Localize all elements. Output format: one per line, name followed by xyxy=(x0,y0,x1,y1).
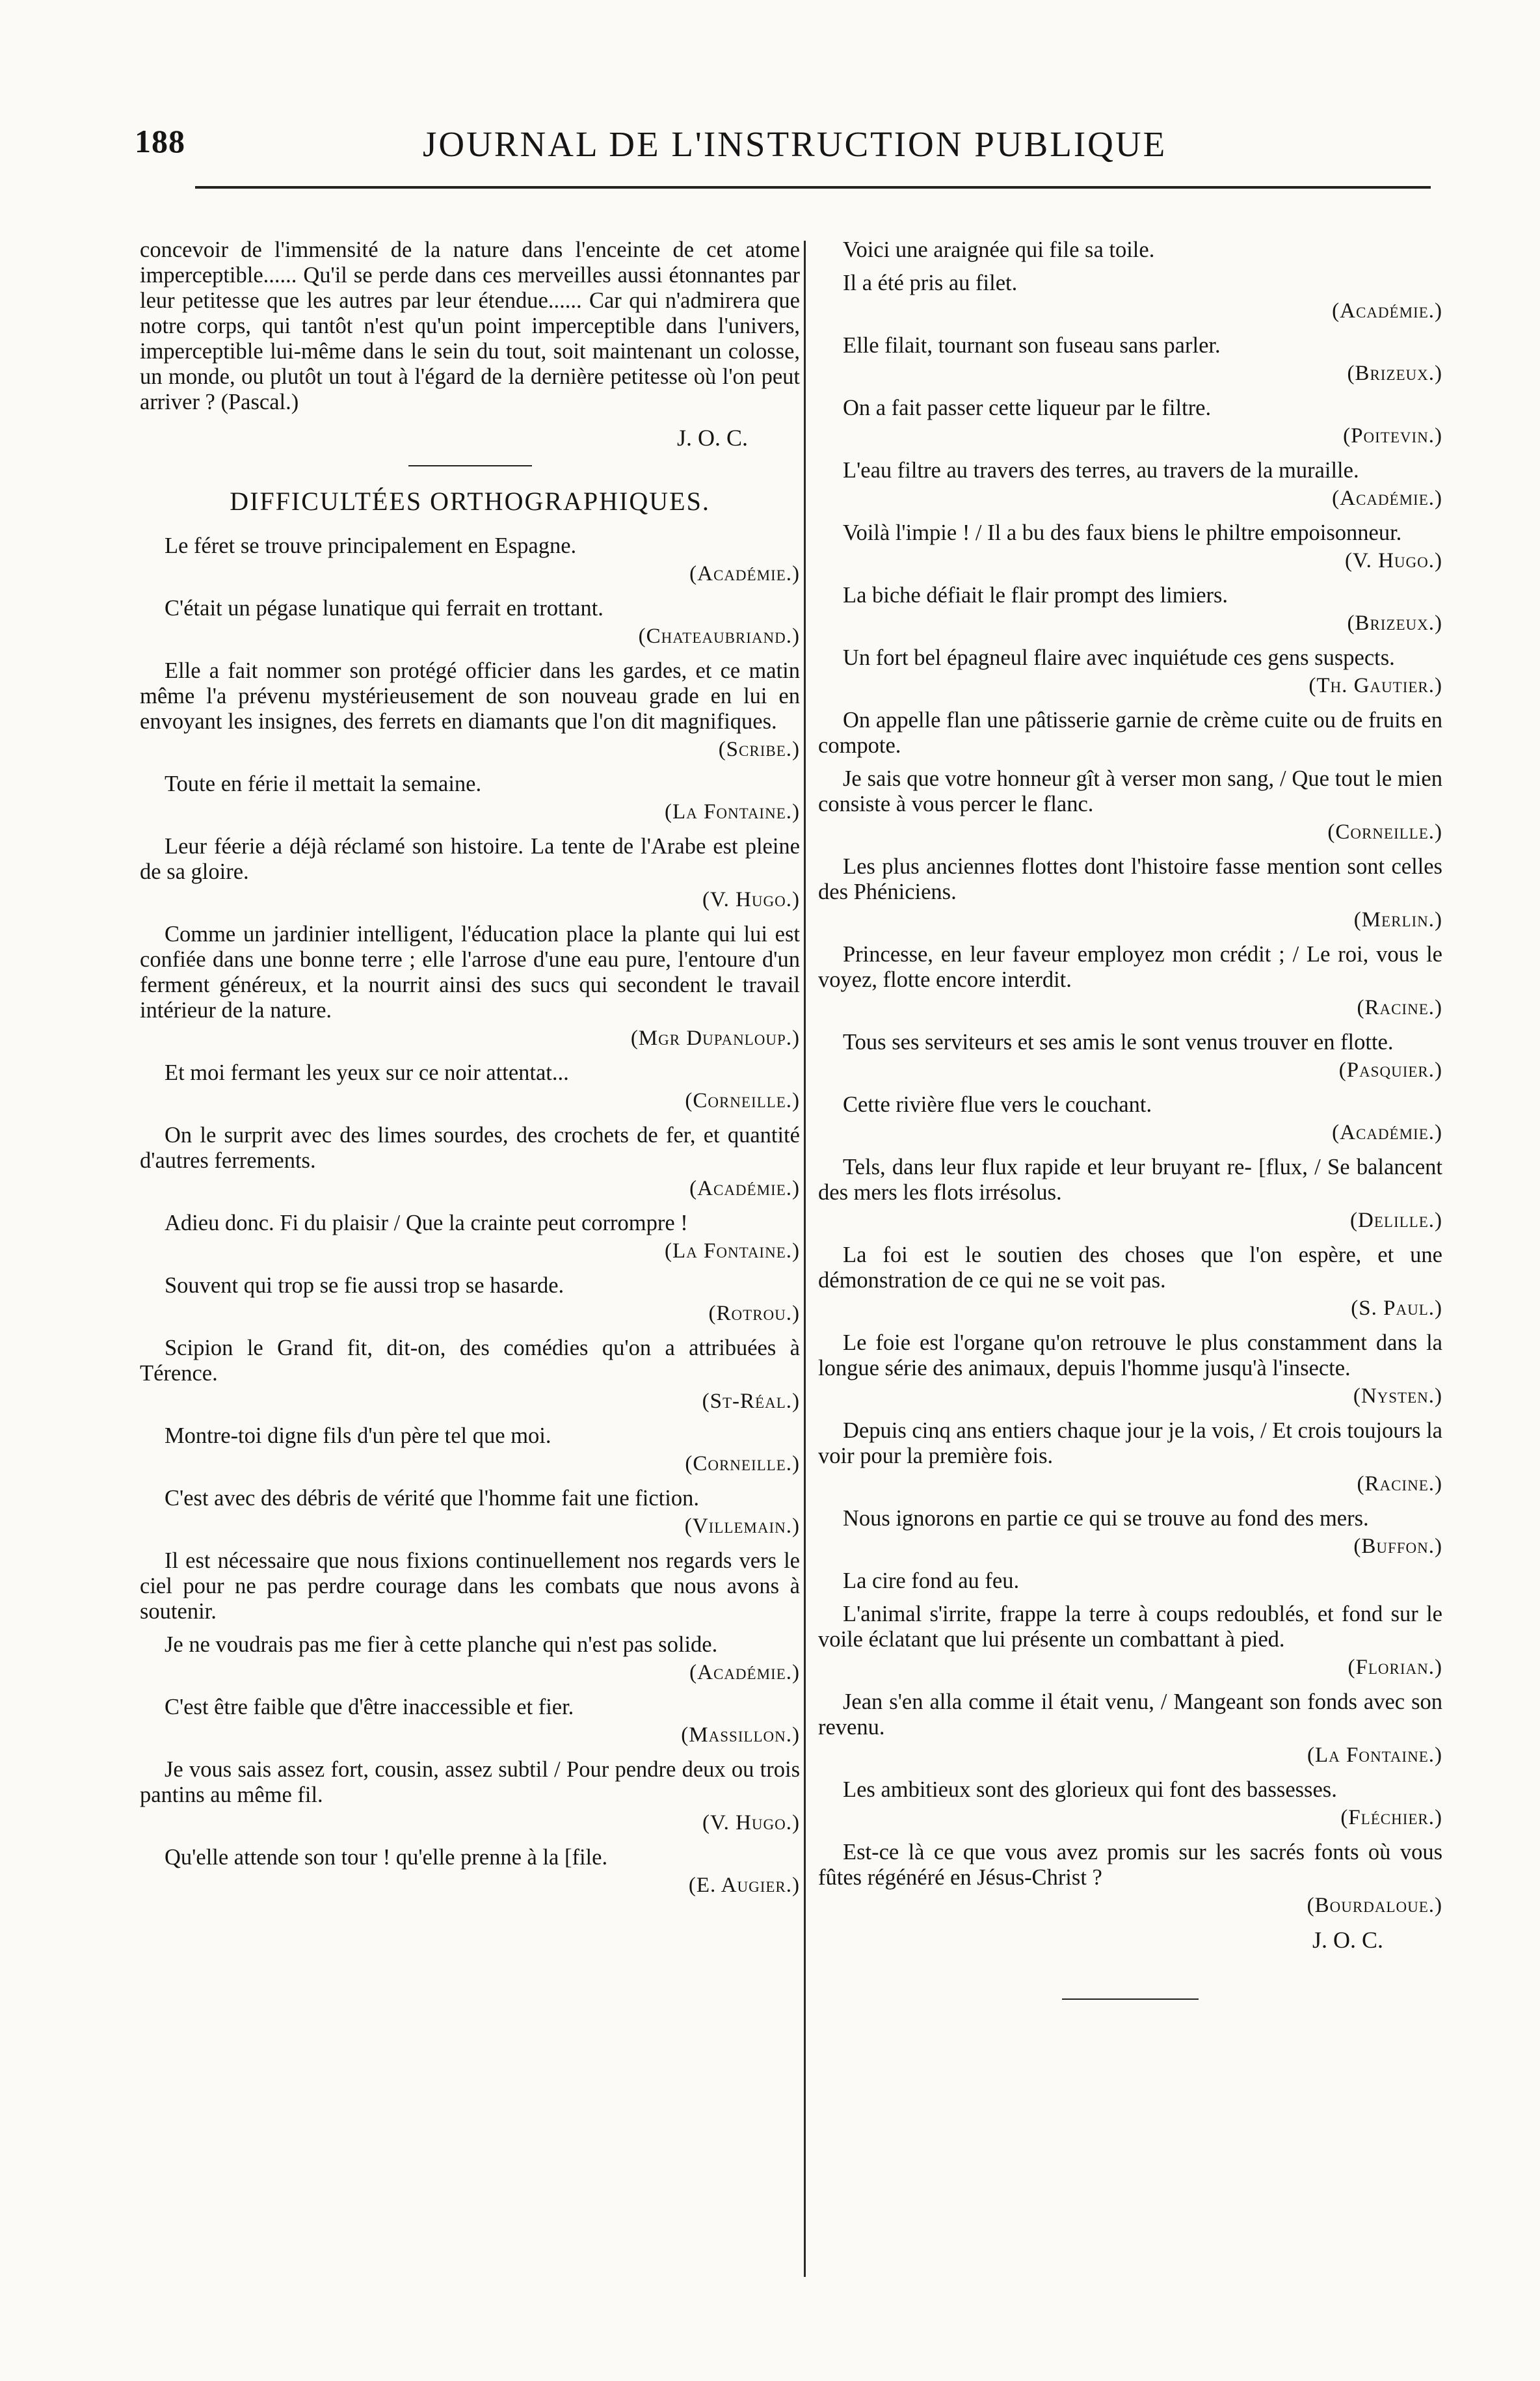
column-divider xyxy=(804,241,806,2277)
quote-source: (V. Hugo.) xyxy=(1345,549,1442,572)
quote-source: (Corneille.) xyxy=(1327,820,1442,844)
quote-source: (Académie.) xyxy=(689,1177,800,1200)
quote-source: (Brizeux.) xyxy=(1347,362,1442,385)
quote-text: Je sais que votre honneur gît à verser mon sang, / Que tout le mien consiste à vous percer le flanc. xyxy=(818,766,1442,816)
end-rule xyxy=(1062,1998,1199,2000)
quote-text: La foi est le soutien des choses que l'on espère, et une démonstration de ce qui ne se voit pas. xyxy=(818,1243,1442,1293)
quote-text: Le féret se trouve principalement en Espagne. xyxy=(165,533,577,558)
quote-text: Elle a fait nommer son protégé officier dans les gardes, et ce matin même l'a prévenu mystérieusement de son nouveau grade en lui en envoyant les insignes, des ferrets en diamants que l'on dit magnifiques. xyxy=(140,658,800,734)
quote-text: Toute en férie il mettait la semaine. xyxy=(165,772,482,796)
quote-source: (Corneille.) xyxy=(685,1089,800,1112)
quote-text: Voilà l'impie ! / Il a bu des faux biens le philtre empoisonneur. xyxy=(843,520,1402,545)
quote-source: (La Fontaine.) xyxy=(665,800,800,824)
quote-source: (Nysten.) xyxy=(1353,1384,1442,1408)
quote-source: (Racine.) xyxy=(1357,996,1442,1019)
quote-text: Les plus anciennes flottes dont l'histoire fasse mention sont celles des Phéniciens. xyxy=(818,854,1442,904)
quote-text: Jean s'en alla comme il était venu, / Mangeant son fonds avec son revenu. xyxy=(818,1689,1442,1740)
quote-source: (Fléchier.) xyxy=(1340,1806,1442,1829)
quote-source: (Massillon.) xyxy=(681,1723,800,1747)
quote-source: (Mgr Dupanloup.) xyxy=(630,1027,800,1050)
quote-source: (Académie.) xyxy=(1332,487,1442,510)
quote-source: (Buffon.) xyxy=(1353,1535,1442,1558)
quote-source: (Merlin.) xyxy=(1353,908,1442,932)
quote-source: (Poitevin.) xyxy=(1343,424,1442,448)
quote-source: (Rotrou.) xyxy=(708,1302,800,1325)
quote-source: (La Fontaine.) xyxy=(665,1239,800,1263)
quote-source: (Académie.) xyxy=(1332,1121,1442,1144)
right-entries xyxy=(818,237,1442,1918)
quote-text: Tels, dans leur flux rapide et leur bruyant re- [flux, / Se balancent des mers les flots irrésolus. xyxy=(818,1155,1442,1205)
quote-source: (Th. Gautier.) xyxy=(1308,674,1442,697)
quote-text: Je ne voudrais pas me fier à cette planche qui n'est pas solide. xyxy=(165,1632,718,1657)
running-head: JOURNAL DE L'INSTRUCTION PUBLIQUE xyxy=(423,124,1167,164)
quote-source: (Académie.) xyxy=(689,562,800,585)
quote-source: (Académie.) xyxy=(689,1661,800,1684)
quote-source: (E. Augier.) xyxy=(688,1874,800,1897)
quote-text: Un fort bel épagneul flaire avec inquiétude ces gens suspects. xyxy=(843,645,1395,670)
quote-text: C'est être faible que d'être inaccessible et fier. xyxy=(165,1695,574,1719)
quote-text: L'eau filtre au travers des terres, au travers de la muraille. xyxy=(843,458,1359,483)
quote-source: (Florian.) xyxy=(1348,1656,1442,1679)
quote-text: Voici une araignée qui file sa toile. xyxy=(843,237,1155,262)
quote-text: Elle filait, tournant son fuseau sans parler. xyxy=(843,333,1221,358)
quote-text: Je vous sais assez fort, cousin, assez subtil / Pour pendre deux ou trois pantins au même fil. xyxy=(140,1757,800,1807)
quote-source: (Villemain.) xyxy=(684,1514,800,1538)
quote-text: La cire fond au feu. xyxy=(843,1568,1020,1593)
quote-text: C'est avec des débris de vérité que l'homme fait une fiction. xyxy=(165,1486,699,1511)
left-column xyxy=(140,237,800,1907)
quote-source: (Académie.) xyxy=(1332,299,1442,323)
quote-text: Princesse, en leur faveur employez mon crédit ; / Le roi, vous le voyez, flotte encore interdit. xyxy=(818,942,1442,992)
quote-text: Le foie est l'organe qu'on retrouve le plus constamment dans la longue série des animaux, depuis l'homme jusqu'à l'insecte. xyxy=(818,1330,1442,1380)
quote-text: Et moi fermant les yeux sur ce noir attentat... xyxy=(165,1060,569,1085)
quote-source: (S. Paul.) xyxy=(1351,1297,1442,1320)
section-rule xyxy=(408,465,532,466)
quote-text: Depuis cinq ans entiers chaque jour je la vois, / Et crois toujours la voir pour la première fois. xyxy=(818,1418,1442,1468)
quote-source: (Scribe.) xyxy=(718,738,800,761)
quote-text: Tous ses serviteurs et ses amis le sont venus trouver en flotte. xyxy=(843,1030,1394,1055)
quote-text: Est-ce là ce que vous avez promis sur les sacrés fonts où vous fûtes régénéré en Jésus-Christ ? xyxy=(818,1840,1442,1890)
quote-text: Souvent qui trop se fie aussi trop se hasarde. xyxy=(165,1273,564,1298)
left-entries xyxy=(140,533,800,1898)
quote-text: La biche défiait le flair prompt des limiers. xyxy=(843,583,1228,608)
quote-text: Leur féerie a déjà réclamé son histoire. La tente de l'Arabe est pleine de sa gloire. xyxy=(140,834,800,884)
header-rule xyxy=(195,186,1431,189)
quote-source: (Chateaubriand.) xyxy=(638,625,800,648)
quote-source: (V. Hugo.) xyxy=(702,1811,800,1835)
quote-text: Il est nécessaire que nous fixions continuellement nos regards vers le ciel pour ne pas perdre courage dans les combats que nous avons à soutenir. xyxy=(140,1548,800,1624)
quote-text: Montre-toi digne fils d'un père tel que moi. xyxy=(165,1423,551,1448)
signature-right: J. O. C. xyxy=(1312,1927,1384,1953)
quote-text: Nous ignorons en partie ce qui se trouve au fond des mers. xyxy=(843,1506,1369,1531)
quote-source: (Corneille.) xyxy=(685,1452,800,1475)
quote-source: (Racine.) xyxy=(1357,1472,1442,1496)
quote-source: (Pasquier.) xyxy=(1338,1058,1442,1082)
quote-text: C'était un pégase lunatique qui ferrait en trottant. xyxy=(165,596,604,621)
quote-text: Cette rivière flue vers le couchant. xyxy=(843,1092,1152,1117)
right-column xyxy=(818,237,1442,2000)
quote-text: Les ambitieux sont des glorieux qui font des bassesses. xyxy=(843,1777,1337,1802)
intro-paragraph: concevoir de l'immensité de la nature dans l'enceinte de cet atome imperceptible...... Qu'il se perde dans ces merveilles aussi étonnantes par leur petitesse que les autres par leur étendue...... Car qui n'admirera que notre corps, qui tantôt n'est qu'un point imperceptible dans l'univers, imperceptible lui-même dans le sein du tout, soit maintenant un colosse, un monde, ou plutôt un tout à l'égard de la dernière petitesse où l'on peut arriver ? (Pascal.) xyxy=(140,237,800,414)
page-number: 188 xyxy=(135,123,185,159)
quote-text: On a fait passer cette liqueur par le filtre. xyxy=(843,396,1212,420)
quote-text: On appelle flan une pâtisserie garnie de crème cuite ou de fruits en compote. xyxy=(818,708,1442,758)
quote-text: Il a été pris au filet. xyxy=(843,271,1018,295)
quote-source: (Brizeux.) xyxy=(1347,612,1442,635)
quote-source: (Delille.) xyxy=(1350,1209,1442,1232)
quote-text: Adieu donc. Fi du plaisir / Que la crainte peut corrompre ! xyxy=(165,1211,688,1235)
quote-source: (V. Hugo.) xyxy=(702,888,800,911)
signature-left: J. O. C. xyxy=(676,425,748,451)
quote-text: Scipion le Grand fit, dit-on, des comédies qu'on a attribuées à Térence. xyxy=(140,1336,800,1386)
quote-text: Qu'elle attende son tour ! qu'elle prenne à la [file. xyxy=(165,1845,608,1870)
section-title: DIFFICULTÉES ORTHOGRAPHIQUES. xyxy=(230,487,710,516)
quote-text: L'animal s'irrite, frappe la terre à coups redoublés, et fond sur le voile éclatant que lui présente un combattant à pied. xyxy=(818,1602,1442,1652)
quote-source: (La Fontaine.) xyxy=(1307,1743,1442,1767)
quote-source: (Bourdaloue.) xyxy=(1307,1894,1442,1917)
quote-text: On le surprit avec des limes sourdes, des crochets de fer, et quantité d'autres ferrements. xyxy=(140,1123,800,1173)
quote-text: Comme un jardinier intelligent, l'éducation place la plante qui lui est confiée dans une bonne terre ; elle l'arrose d'une eau pure, l'entoure d'un ferment généreux, et la nourrit ainsi des sucs qui secondent le travail intérieur de la nature. xyxy=(140,922,800,1023)
quote-source: (St-Réal.) xyxy=(702,1390,800,1413)
